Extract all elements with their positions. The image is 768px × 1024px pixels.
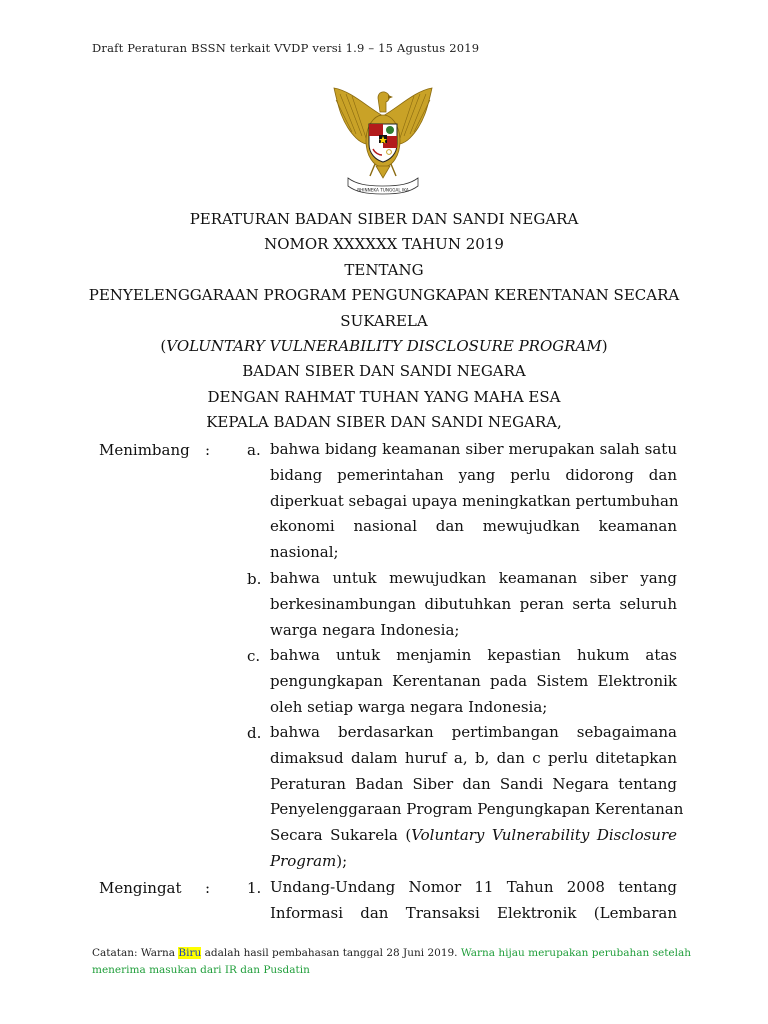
text-line: oleh setiap warga negara Indonesia; (270, 697, 548, 716)
text-line: bahwa untuk mewujudkan keamanan siber yang (270, 569, 677, 587)
text-line: Penyelenggaraan Program Pengungkapan Kerentanan (270, 800, 684, 819)
item-letter-d: d. (247, 724, 262, 742)
menimbang-item-c (270, 643, 677, 720)
paren-close: ) (601, 337, 608, 356)
title-line: PERATURAN BADAN SIBER DAN SANDI NEGARA (189, 210, 579, 228)
text-line: bahwa untuk menjamin kepastian hukum atas (270, 646, 677, 664)
item-letter-a: a. (247, 441, 261, 459)
garuda-pancasila-emblem-icon (326, 86, 440, 196)
item-letter-b: b. (247, 570, 262, 588)
text-line: Undang-Undang Nomor 11 Tahun 2008 tentang (270, 878, 677, 896)
text-line: diperkuat sebagai upaya meningkatkan pertumbuhan (270, 491, 679, 510)
text-fragment: Secara Sukarela ( (270, 826, 412, 845)
paren-open: ( (160, 337, 167, 356)
menimbang-item-a (270, 437, 677, 566)
draft-header-note: Draft Peraturan BSSN terkait VVDP versi 1.9 – 15 Agustus 2019 (92, 41, 480, 55)
text-line: Informasi dan Transaksi Elektronik (Lembaran (270, 903, 677, 922)
text-line: ekonomi nasional dan mewujudkan keamanan (270, 517, 677, 536)
text-line (270, 823, 677, 849)
menimbang-label: Menimbang (99, 441, 190, 459)
menimbang-colon: : (205, 441, 211, 459)
menimbang-item-b (270, 566, 677, 643)
italic-fragment: Program (270, 851, 337, 870)
title-line: NOMOR XXXXXX TAHUN 2019 (264, 235, 504, 254)
menimbang-item-d (270, 720, 684, 875)
mengingat-label: Mengingat (99, 879, 182, 897)
title-line: TENTANG (344, 260, 424, 279)
text-line: berkesinambungan dibutuhkan peran serta seluruh (270, 594, 677, 613)
text-line: bahwa berdasarkan pertimbangan sebagaimana (270, 723, 677, 741)
title-line: DENGAN RAHMAT TUHAN YANG MAHA ESA (207, 387, 561, 406)
title-line: BADAN SIBER DAN SANDI NEGARA (242, 362, 526, 381)
item-number-1: 1. (247, 879, 262, 897)
footer-middle: adalah hasil pembahasan tanggal 28 Juni 2019. (201, 947, 461, 959)
text-line: dimaksud dalam huruf a, b, dan c perlu ditetapkan (270, 748, 677, 767)
text-fragment: ); (336, 851, 348, 870)
title-line: PENYELENGGARAAN PROGRAM PENGUNGKAPAN KERENTANAN SECARA (88, 286, 680, 305)
text-line (270, 849, 677, 875)
mengingat-item-1 (270, 875, 677, 927)
text-line: pengungkapan Kerentanan pada Sistem Elektronik (270, 671, 677, 690)
title-italic-text: VOLUNTARY VULNERABILITY DISCLOSURE PROGRAM (166, 337, 602, 356)
title-line: SUKARELA (340, 311, 428, 330)
italic-fragment: Voluntary Vulnerability Disclosure (411, 826, 677, 845)
title-line-italic (60, 334, 708, 359)
footer-prefix: Catatan: Warna (92, 947, 179, 959)
item-letter-c: c. (247, 647, 261, 665)
footer-green-text: Warna hijau merupakan perubahan setelah menerima masukan dari IR dan Pusdatin (92, 947, 692, 976)
text-line: Peraturan Badan Siber dan Sandi Negara tentang (270, 774, 677, 793)
title-line: KEPALA BADAN SIBER DAN SANDI NEGARA, (206, 413, 562, 432)
emblem-motto: BHINNEKA TUNGGAL IKA (357, 187, 409, 193)
text-line: warga negara Indonesia; (270, 620, 460, 639)
text-line: bidang pemerintahan yang perlu didorong dan (270, 465, 677, 484)
regulation-title-block (60, 207, 708, 436)
footer-note (92, 945, 692, 979)
text-line: nasional; (270, 543, 339, 562)
mengingat-colon: : (205, 879, 211, 897)
text-line: bahwa bidang keamanan siber merupakan salah satu (270, 440, 677, 458)
footer-highlight: Biru (178, 947, 202, 959)
